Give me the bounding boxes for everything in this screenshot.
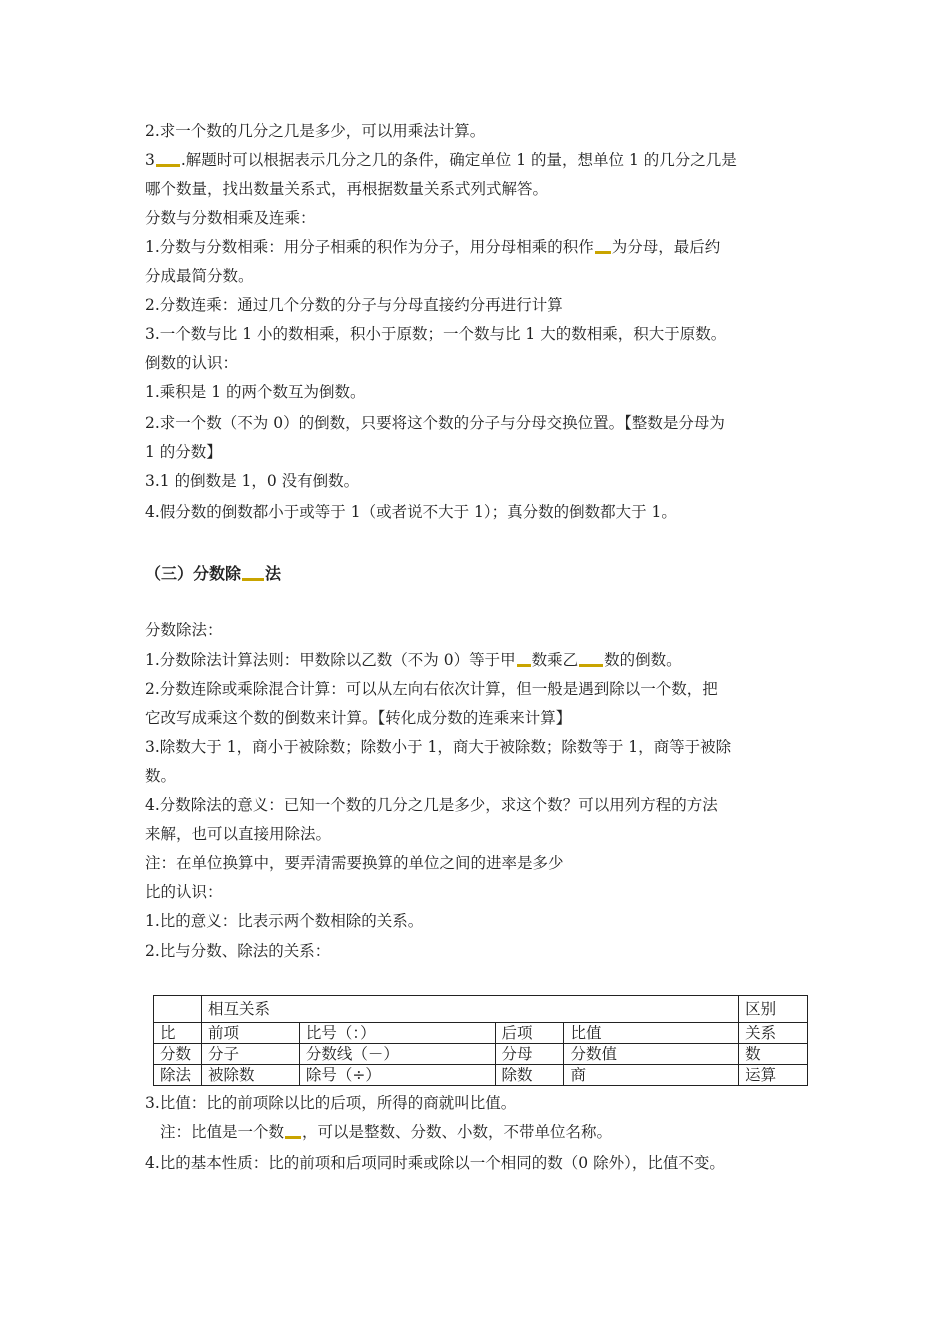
text-line: 3.一个数与比 1 小的数相乘，积小于原数；一个数与比 1 大的数相乘，积大于原数。 bbox=[145, 325, 727, 343]
text-line: 1 的分数】 bbox=[145, 443, 222, 461]
highlight-mark bbox=[242, 578, 264, 581]
table-cell: 后项 bbox=[495, 1023, 564, 1044]
text-line: 3.1 的倒数是 1，0 没有倒数。 bbox=[145, 472, 360, 490]
table-cell: 除数 bbox=[495, 1065, 564, 1086]
text-segment: 1.分数与分数相乘：用分子相乘的积作为分子，用分母相乘的积作 bbox=[145, 238, 594, 256]
text-line bbox=[145, 237, 720, 257]
text-segment: 1.分数除法计算法则：甲数除以乙数（不为 0）等于甲 bbox=[145, 651, 516, 669]
text-line: 2.比与分数、除法的关系： bbox=[145, 942, 331, 960]
text-line: 4.比的基本性质：比的前项和后项同时乘或除以一个相同的数（0 除外），比值不变。 bbox=[145, 1154, 725, 1172]
text-segment: 为分母，最后约 bbox=[611, 238, 721, 256]
table-cell: 关系 bbox=[739, 1023, 808, 1044]
text-line: 分数与分数相乘及连乘： bbox=[145, 209, 316, 227]
table-cell bbox=[154, 996, 202, 1023]
table-cell: 数 bbox=[739, 1044, 808, 1065]
heading-segment: （三）分数除 bbox=[145, 564, 242, 583]
table-cell: 分数线（－） bbox=[299, 1044, 495, 1065]
text-line: 2.分数连除或乘除混合计算：可以从左向右依次计算，但一般是遇到除以一个数，把 bbox=[145, 680, 718, 698]
text-segment: 数乘乙 bbox=[531, 651, 579, 669]
table-cell: 前项 bbox=[201, 1023, 299, 1044]
text-line: 3.除数大于 1，商小于被除数；除数小于 1，商大于被除数；除数等于 1，商等于被除 bbox=[145, 738, 732, 756]
text-line bbox=[145, 650, 682, 670]
heading-segment: 法 bbox=[265, 564, 282, 583]
table-cell: 除法 bbox=[154, 1065, 202, 1086]
table-cell: 被除数 bbox=[201, 1065, 299, 1086]
table-cell: 分数值 bbox=[564, 1044, 739, 1065]
text-segment: 注：比值是一个数 bbox=[160, 1123, 285, 1141]
text-line: 1.比的意义：比表示两个数相除的关系。 bbox=[145, 912, 424, 930]
table-cell: 分数 bbox=[154, 1044, 202, 1065]
text-segment: 数的倒数。 bbox=[604, 651, 682, 669]
text-segment: 3 bbox=[145, 151, 155, 169]
text-line: 来解，也可以直接用除法。 bbox=[145, 825, 332, 843]
text-line: 注：在单位换算中，要弄清需要换算的单位之间的进率是多少 bbox=[145, 854, 564, 872]
text-line: 比的认识： bbox=[145, 883, 223, 901]
table-cell: 商 bbox=[564, 1065, 739, 1086]
highlight-mark bbox=[579, 664, 603, 667]
table-cell: 除号（÷） bbox=[299, 1065, 495, 1086]
table-header-cell: 区别 bbox=[739, 996, 808, 1023]
text-line: 分成最简分数。 bbox=[145, 267, 254, 285]
table-cell: 分子 bbox=[201, 1044, 299, 1065]
section-heading bbox=[145, 563, 281, 585]
highlight-mark bbox=[285, 1136, 301, 1139]
text-line: 数。 bbox=[145, 767, 177, 785]
text-line: 分数除法： bbox=[145, 621, 223, 639]
table-cell: 分母 bbox=[495, 1044, 564, 1065]
table-row bbox=[154, 1044, 808, 1065]
ratio-relation-table bbox=[153, 995, 808, 1086]
text-segment: .解题时可以根据表示几分之几的条件，确定单位 1 的量，想单位 1 的几分之几是 bbox=[180, 151, 737, 169]
text-line: 1.乘积是 1 的两个数互为倒数。 bbox=[145, 383, 366, 401]
table-header-row bbox=[154, 996, 808, 1023]
text-line bbox=[160, 1122, 612, 1142]
table-cell: 比 bbox=[154, 1023, 202, 1044]
text-line: 2.求一个数的几分之几是多少，可以用乘法计算。 bbox=[145, 122, 486, 140]
text-line: 哪个数量，找出数量关系式，再根据数量关系式列式解答。 bbox=[145, 180, 549, 198]
text-line: 倒数的认识： bbox=[145, 354, 239, 372]
text-line: 4.假分数的倒数都小于或等于 1（或者说不大于 1）；真分数的倒数都大于 1。 bbox=[145, 503, 677, 521]
highlight-mark bbox=[595, 251, 611, 254]
table-row bbox=[154, 1065, 808, 1086]
text-line bbox=[145, 150, 737, 170]
highlight-mark bbox=[517, 664, 531, 667]
table-header-cell: 相互关系 bbox=[201, 996, 738, 1023]
highlight-mark bbox=[156, 164, 180, 167]
table-cell: 运算 bbox=[739, 1065, 808, 1086]
text-segment: ，可以是整数、分数、小数，不带单位名称。 bbox=[302, 1123, 613, 1141]
text-line: 2.求一个数（不为 0）的倒数，只要将这个数的分子与分母交换位置。【整数是分母为 bbox=[145, 414, 725, 432]
cell-text: 比值 bbox=[570, 1024, 602, 1042]
text-line: 4.分数除法的意义：已知一个数的几分之几是多少，求这个数？可以用列方程的方法 bbox=[145, 796, 718, 814]
table-cell: 比号（：） bbox=[299, 1023, 495, 1044]
table-row bbox=[154, 1023, 808, 1044]
table-cell bbox=[564, 1023, 739, 1044]
text-line: 它改写成乘这个数的倒数来计算。【转化成分数的连乘来计算】 bbox=[145, 709, 572, 727]
text-line: 3.比值：比的前项除以比的后项，所得的商就叫比值。 bbox=[145, 1094, 517, 1112]
text-line: 2.分数连乘：通过几个分数的分子与分母直接约分再进行计算 bbox=[145, 296, 563, 314]
